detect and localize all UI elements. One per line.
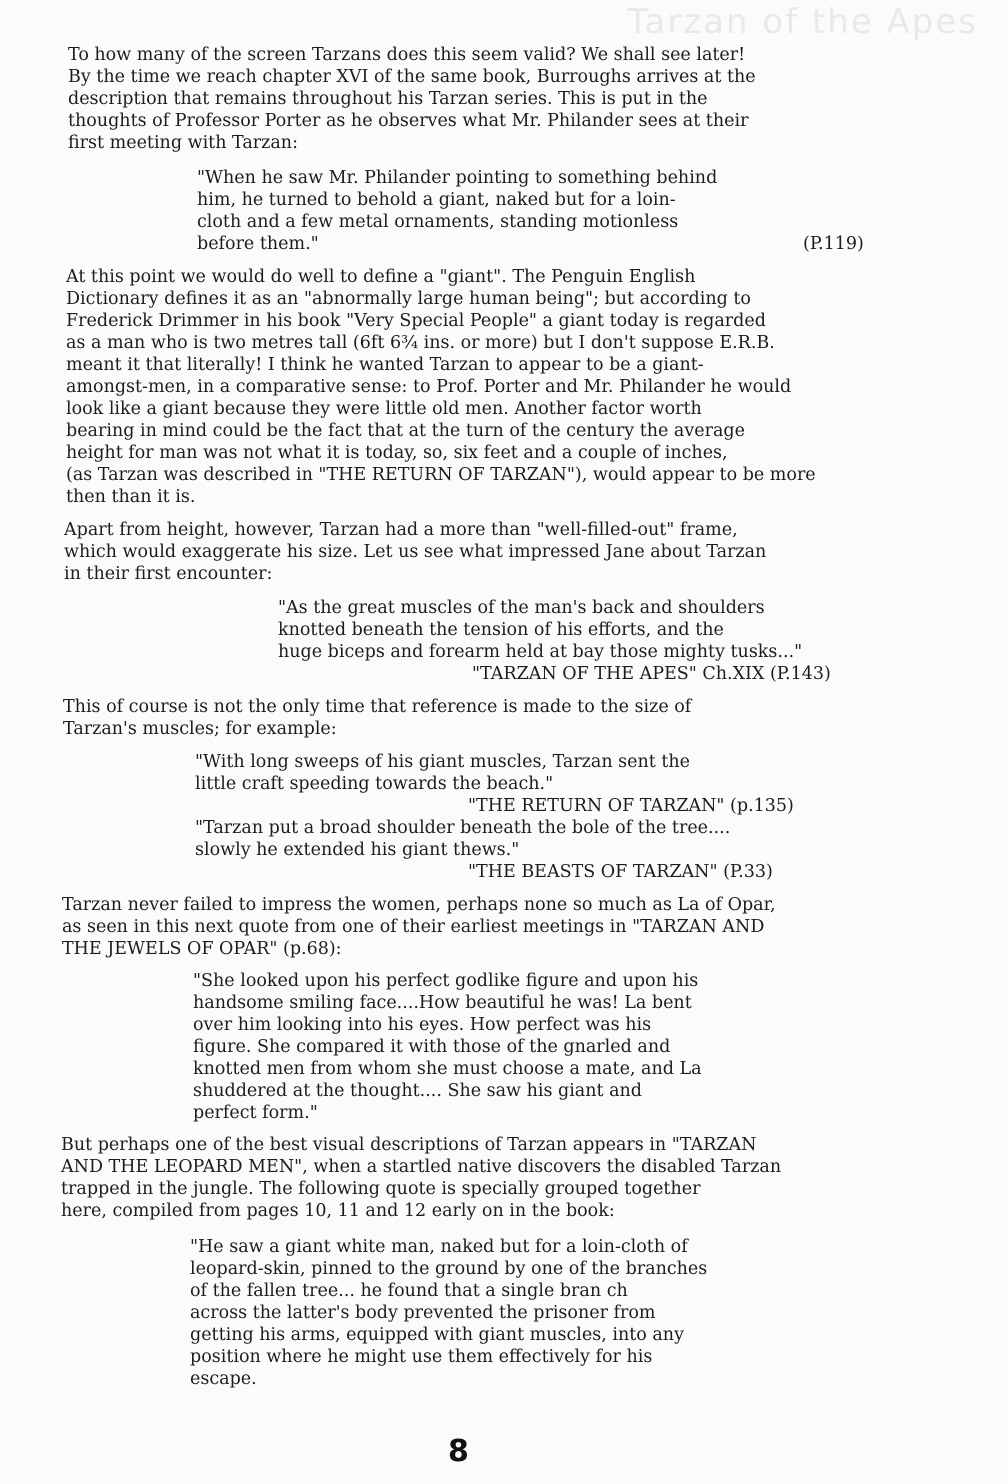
quote-line: of the fallen tree... he found that a single bran ch — [190, 1281, 628, 1301]
quote-citation: "TARZAN OF THE APES" Ch.XIX (P.143) — [472, 664, 831, 684]
text-line: meant it that literally! I think he wanted Tarzan to appear to be a giant- — [66, 355, 704, 375]
quote-line: little craft speeding towards the beach." — [195, 774, 554, 794]
text-line: bearing in mind could be the fact that at the turn of the century the average — [66, 421, 745, 441]
text-line: To how many of the screen Tarzans does this seem valid? We shall see later! — [68, 45, 746, 65]
quote-citation: (P.119) — [803, 234, 864, 254]
text-line: This of course is not the only time that reference is made to the size of — [63, 697, 692, 717]
quote-line: perfect form." — [193, 1103, 318, 1123]
quote-line: "As the great muscles of the man's back and shoulders — [278, 598, 765, 618]
text-line: Apart from height, however, Tarzan had a more than "well-filled-out" frame, — [64, 520, 738, 540]
quote-line: knotted men from whom she must choose a mate, and La — [193, 1059, 702, 1079]
quote-line: "He saw a giant white man, naked but for a loin-cloth of — [190, 1237, 688, 1257]
bleed-through-title: Tarzan of the Apes — [627, 2, 978, 42]
quote-line: handsome smiling face....How beautiful he was! La bent — [193, 993, 692, 1013]
text-line: THE JEWELS OF OPAR" (p.68): — [62, 939, 342, 959]
text-line: Tarzan never failed to impress the women, perhaps none so much as La of Opar, — [62, 895, 776, 915]
text-line: which would exaggerate his size. Let us see what impressed Jane about Tarzan — [64, 542, 767, 562]
text-line: height for man was not what it is today, so, six feet and a couple of inches, — [66, 443, 728, 463]
text-line: But perhaps one of the best visual descriptions of Tarzan appears in "TARZAN — [61, 1135, 757, 1155]
quote-line: getting his arms, equipped with giant muscles, into any — [190, 1325, 684, 1345]
quote-line: "She looked upon his perfect godlike figure and upon his — [193, 971, 699, 991]
quote-line: slowly he extended his giant thews." — [195, 840, 520, 860]
text-line: here, compiled from pages 10, 11 and 12 early on in the book: — [61, 1201, 615, 1221]
quote-line: "Tarzan put a broad shoulder beneath the bole of the tree.... — [195, 818, 731, 838]
quote-line: figure. She compared it with those of the gnarled and — [193, 1037, 671, 1057]
text-line: Dictionary defines it as an "abnormally large human being"; but according to — [66, 289, 751, 309]
quote-line: position where he might use them effectively for his — [190, 1347, 653, 1367]
text-line: By the time we reach chapter XVI of the same book, Burroughs arrives at the — [68, 67, 756, 87]
quote-citation: "THE RETURN OF TARZAN" (p.135) — [468, 796, 794, 816]
text-line: as a man who is two metres tall (6ft 6¾ ins. or more) but I don't suppose E.R.B. — [66, 333, 775, 353]
quote-line: before them." — [197, 234, 319, 254]
text-line: look like a giant because they were little old men. Another factor worth — [66, 399, 702, 419]
quote-line: knotted beneath the tension of his efforts, and the — [278, 620, 724, 640]
quote-line: escape. — [190, 1369, 257, 1389]
quote-line: across the latter's body prevented the prisoner from — [190, 1303, 656, 1323]
quote-line: him, he turned to behold a giant, naked but for a loin- — [197, 190, 676, 210]
text-line: amongst-men, in a comparative sense: to Prof. Porter and Mr. Philander he would — [66, 377, 792, 397]
quote-line: "With long sweeps of his giant muscles, Tarzan sent the — [195, 752, 691, 772]
page-number: 8 — [448, 1434, 469, 1469]
text-line: Frederick Drimmer in his book "Very Special People" a giant today is regarded — [66, 311, 766, 331]
text-line: then than it is. — [66, 487, 196, 507]
quote-line: cloth and a few metal ornaments, standing motionless — [197, 212, 679, 232]
quote-line: leopard-skin, pinned to the ground by one of the branches — [190, 1259, 708, 1279]
quote-line: shuddered at the thought.... She saw his giant and — [193, 1081, 643, 1101]
quote-line: huge biceps and forearm held at bay those mighty tusks..." — [278, 642, 803, 662]
text-line: in their first encounter: — [64, 564, 273, 584]
text-line: At this point we would do well to define a "giant". The Penguin English — [66, 267, 696, 287]
text-line: first meeting with Tarzan: — [68, 133, 298, 153]
text-line: AND THE LEOPARD MEN", when a startled native discovers the disabled Tarzan — [61, 1157, 782, 1177]
text-line: Tarzan's muscles; for example: — [63, 719, 337, 739]
text-line: trapped in the jungle. The following quote is specially grouped together — [61, 1179, 701, 1199]
text-line: description that remains throughout his Tarzan series. This is put in the — [68, 89, 708, 109]
quote-line: "When he saw Mr. Philander pointing to something behind — [197, 168, 718, 188]
text-line: thoughts of Professor Porter as he observes what Mr. Philander sees at their — [68, 111, 749, 131]
text-line: as seen in this next quote from one of their earliest meetings in "TARZAN AND — [62, 917, 765, 937]
text-line: (as Tarzan was described in "THE RETURN OF TARZAN"), would appear to be more — [66, 465, 816, 485]
quote-citation: "THE BEASTS OF TARZAN" (P.33) — [468, 862, 773, 882]
quote-line: over him looking into his eyes. How perfect was his — [193, 1015, 652, 1035]
